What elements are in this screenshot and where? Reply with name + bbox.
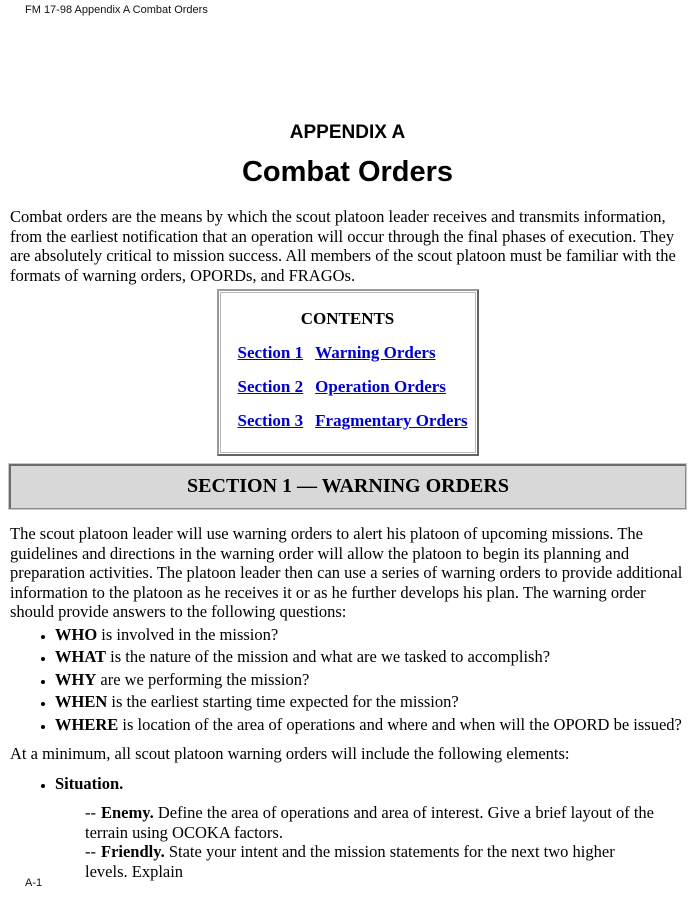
sub-element-text: State your intent and the mission statements for the next two higher levels. Explain xyxy=(85,842,615,881)
question-term: WHAT xyxy=(55,647,107,666)
section-1-intro-paragraph: The scout platoon leader will use warning orders to alert his platoon of upcoming missions. The guidelines and directions in the warning order will allow the platoon to begin its planning and preparation activities. The platoon leader then can use a series of warning orders to provide additional information to the platoon as he receives it or as he further develops his plan. The warning order should provide answers to the following questions: xyxy=(10,524,683,621)
dash-prefix: -- xyxy=(85,803,96,822)
contents-row-3 xyxy=(238,411,475,431)
contents-row-1 xyxy=(238,343,475,363)
contents-row-2 xyxy=(238,377,475,397)
question-term: WHO xyxy=(55,624,98,644)
sub-element-friendly xyxy=(85,842,660,881)
question-term: WHEN xyxy=(55,692,108,711)
intro-paragraph: Combat orders are the means by which the scout platoon leader receives and transmits information, from the earliest notification that an operation will occur through the final phases of execution. They are absolutely critical to mission success. All members of the scout platoon must be familiar with the formats of warning orders, OPORDs, and FRAGOs. xyxy=(10,207,676,285)
question-text: is involved in the mission? xyxy=(97,624,279,644)
appendix-label: APPENDIX A xyxy=(289,122,406,143)
toc-link-operation-orders[interactable]: Operation Orders xyxy=(315,377,446,396)
element-term: Situation. xyxy=(55,773,124,793)
sub-element-term: Enemy. xyxy=(101,803,154,822)
toc-link-section-3[interactable]: Section 3 xyxy=(237,411,304,430)
page-title: Combat Orders xyxy=(241,156,454,188)
question-when xyxy=(55,692,686,712)
situation-sub-elements xyxy=(85,803,660,881)
question-text: is the nature of the mission and what are we tasked to accomplish? xyxy=(106,647,551,666)
question-where xyxy=(55,715,686,735)
sub-element-term: Friendly. xyxy=(101,842,165,861)
contents-cell xyxy=(220,292,476,453)
question-why xyxy=(55,670,686,690)
dash-prefix: -- xyxy=(85,842,96,861)
minimum-elements-paragraph: At a minimum, all scout platoon warning orders will include the following elements: xyxy=(10,744,570,763)
section-1-banner xyxy=(8,463,687,510)
question-what xyxy=(55,647,686,667)
toc-link-warning-orders[interactable]: Warning Orders xyxy=(315,343,436,362)
element-situation xyxy=(55,774,686,794)
question-text: is the earliest starting time expected for the mission? xyxy=(107,692,459,711)
section-1-heading: SECTION 1 — WARNING ORDERS xyxy=(9,464,686,509)
question-who xyxy=(55,625,686,645)
contents-box xyxy=(217,289,479,456)
toc-link-section-1[interactable]: Section 1 xyxy=(237,343,304,362)
question-text: are we performing the mission? xyxy=(96,669,310,689)
toc-link-fragmentary-orders[interactable]: Fragmentary Orders xyxy=(315,411,468,430)
question-term: WHY xyxy=(55,669,97,689)
warning-order-questions-list xyxy=(0,625,686,735)
question-text: is location of the area of operations and where and when will the OPORD be issued? xyxy=(118,714,682,734)
sub-element-enemy xyxy=(85,803,660,842)
print-header: FM 17-98 Appendix A Combat Orders xyxy=(25,4,208,16)
sub-element-text: Define the area of operations and area of interest. Give a brief layout of the terrain using OCOKA factors. xyxy=(85,803,654,842)
page-number: A-1 xyxy=(25,877,43,889)
toc-link-section-2[interactable]: Section 2 xyxy=(237,377,304,396)
contents-heading: CONTENTS xyxy=(300,309,395,328)
elements-list xyxy=(0,774,686,794)
question-term: WHERE xyxy=(55,714,119,734)
